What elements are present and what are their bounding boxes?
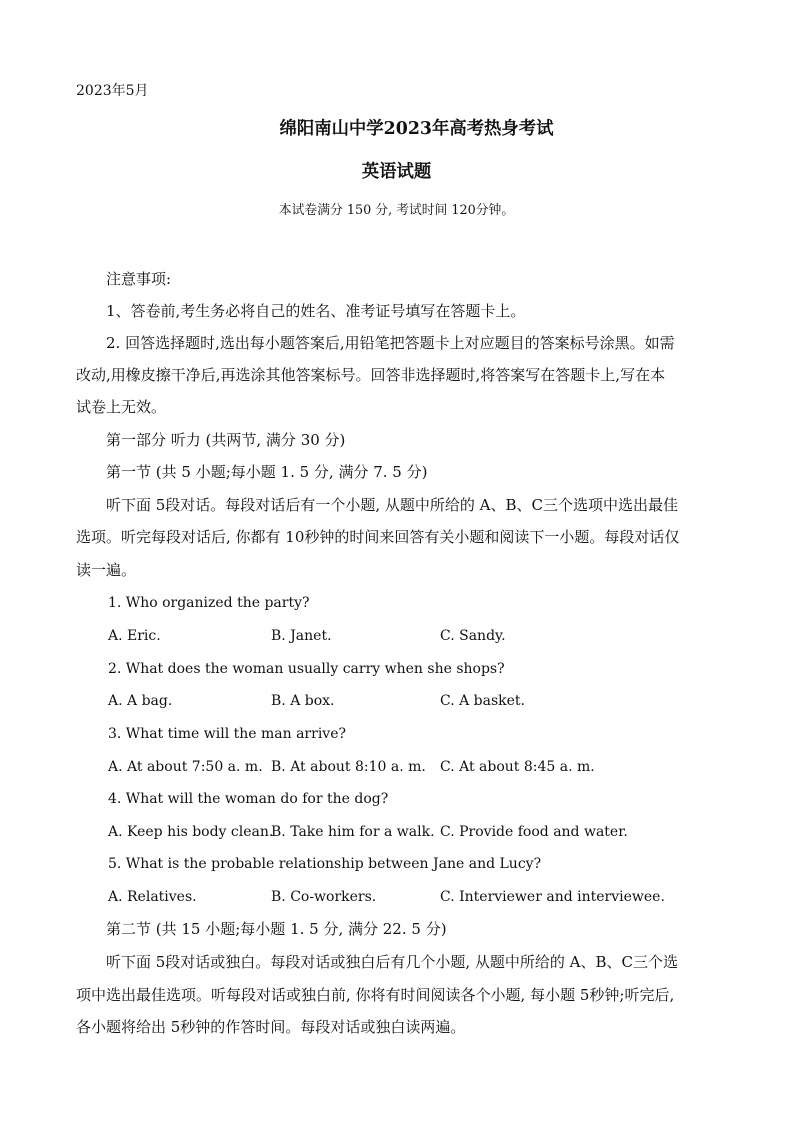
section2-instruction-line-1: 听下面 5段对话或独白。每段对话或独白后有几个小题, 从题中所给的 A、B、C三个选 (106, 953, 678, 971)
question-3-option-b: B. At about 8:10 a. m. (271, 759, 426, 775)
question-5-option-c: C. Interviewer and interviewee. (440, 889, 665, 905)
question-5-option-b: B. Co-workers. (271, 889, 377, 905)
section1-instruction-line-3: 读一遍。 (76, 561, 137, 579)
section1-heading: 第一节 (共 5 小题;每小题 1. 5 分, 满分 7. 5 分) (106, 463, 428, 481)
notes-item-1: 1、答卷前,考生务必将自己的姓名、准考证号填写在答题卡上。 (106, 302, 526, 320)
question-3-option-c: C. At about 8:45 a. m. (440, 759, 595, 775)
question-2-option-a: A. A bag. (108, 693, 173, 709)
question-4: 4. What will the woman do for the dog? (108, 791, 389, 807)
question-4-option-c: C. Provide food and water. (440, 824, 628, 840)
section2-heading: 第二节 (共 15 小题;每小题 1. 5 分, 满分 22. 5 分) (106, 920, 447, 938)
exam-title: 绵阳南山中学2023年高考热身考试 (279, 119, 554, 139)
question-1-option-b: B. Janet. (271, 628, 332, 644)
notes-item-2-line-2: 改动,用橡皮擦干净后,再选涂其他答案标号。回答非选择题时,将答案写在答题卡上,写在本 (76, 366, 666, 384)
question-2-option-c: C. A basket. (440, 693, 526, 709)
notes-heading: 注意事项: (106, 270, 172, 288)
question-5: 5. What is the probable relationship between Jane and Lucy? (108, 856, 542, 872)
part1-heading: 第一部分 听力 (共两节, 满分 30 分) (106, 431, 346, 449)
question-1-option-a: A. Eric. (108, 628, 161, 644)
question-2: 2. What does the woman usually carry when she shops? (108, 661, 505, 677)
exam-subject: 英语试题 (361, 162, 432, 182)
section1-instruction-line-2: 选项。听完每段对话后, 你都有 10秒钟的时间来回答有关小题和阅读下一小题。每段对话仅 (76, 528, 680, 546)
notes-item-2-line-1: 2. 回答选择题时,选出每小题答案后,用铅笔把答题卡上对应题目的答案标号涂黑。如需 (106, 334, 675, 352)
exam-subtitle: 本试卷满分 150 分, 考试时间 120分钟。 (278, 203, 515, 218)
question-4-option-b: B. Take him for a walk. (271, 824, 435, 840)
question-2-option-b: B. A box. (271, 693, 335, 709)
exam-date: 2023年5月 (76, 83, 149, 99)
question-3: 3. What time will the man arrive? (108, 726, 346, 742)
question-1-option-c: C. Sandy. (440, 628, 506, 644)
notes-item-2-line-3: 试卷上无效。 (76, 398, 167, 416)
section2-instruction-line-2: 项中选出最佳选项。听每段对话或独白前, 你将有时间阅读各个小题, 每小题 5秒钟;听完后, (76, 986, 675, 1004)
question-1: 1. Who organized the party? (108, 595, 310, 611)
question-4-option-a: A. Keep his body clean. (108, 824, 274, 840)
question-3-option-a: A. At about 7:50 a. m. (108, 759, 263, 775)
section1-instruction-line-1: 听下面 5段对话。每段对话后有一个小题, 从题中所给的 A、B、C三个选项中选出最佳 (106, 496, 678, 514)
section2-instruction-line-3: 各小题将给出 5秒钟的作答时间。每段对话或独白读两遍。 (76, 1018, 466, 1036)
question-5-option-a: A. Relatives. (108, 889, 197, 905)
